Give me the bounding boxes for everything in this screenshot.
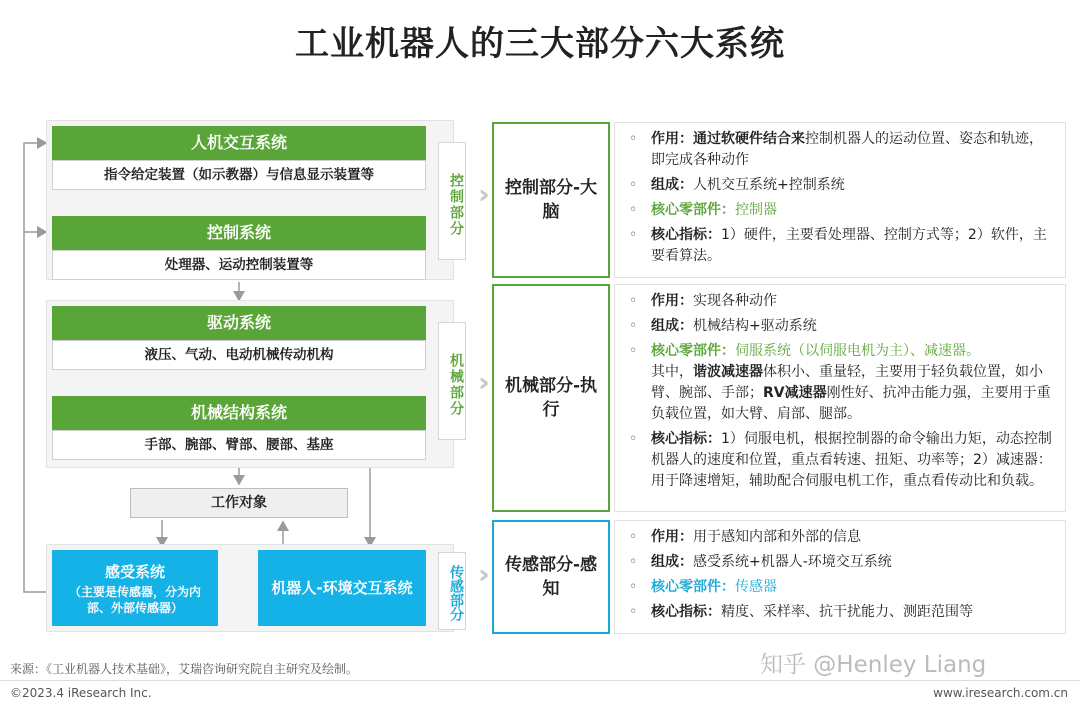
list-item: ◦ 作用：通过软硬件结合来控制机器人的运动位置、姿态和轨迹，即完成各种动作	[629, 129, 1055, 171]
mech-system-title: 机械结构系统	[52, 396, 426, 430]
hmi-system-desc: 指令给定装置（如示教器）与信息显示装置等	[52, 160, 426, 190]
list-item: ◦ 核心指标：1）伺服电机，根据控制器的命令输出力矩，动态控制机器人的速度和位置，重点看转速、扭矩、功率等；2）减速器：用于降速增矩，辅助配合伺服电机工作，重点看传动比和负载。	[629, 429, 1055, 492]
mechanical-part-title: 机械部分-执行	[504, 376, 598, 420]
sensing-part-description	[614, 520, 1066, 634]
sensing-part-label: 传感部分	[438, 552, 466, 630]
list-item: ◦ 核心零部件：伺服系统（以伺服电机为主）、减速器。 其中，谐波减速器体积小、重量轻，主要用于轻负载位置，如小臂、腕部、手部；RV减速器刚性好、抗冲击能力强，主要用于重负载位置，如大臂、肩部、腿部。	[629, 341, 1055, 425]
page-title: 工业机器人的三大部分六大系统	[295, 24, 785, 64]
list-item: ◦ 组成：人机交互系统+控制系统	[629, 175, 1055, 196]
list-item: ◦ 作用：用于感知内部和外部的信息	[629, 527, 1055, 548]
source-note: 来源：《工业机器人技术基础》，艾瑞咨询研究院自主研究及绘制。	[10, 662, 359, 676]
work-object-box: 工作对象	[130, 488, 348, 518]
list-item: ◦ 核心指标：精度、采样率、抗干扰能力、测距范围等	[629, 602, 1055, 623]
mechanical-part-label: 机械部分	[438, 322, 466, 440]
list-item: ◦ 核心零部件：控制器	[629, 200, 1055, 221]
list-item: ◦ 组成：感受系统+机器人-环境交互系统	[629, 552, 1055, 573]
mechanical-part-description	[614, 284, 1066, 512]
chevron-right-icon: ››	[478, 560, 480, 590]
interaction-system-title: 机器人-环境交互系统	[271, 579, 413, 597]
list-item: ◦ 组成：机械结构+驱动系统	[629, 316, 1055, 337]
mech-system-desc: 手部、腕部、臂部、腰部、基座	[52, 430, 426, 460]
drive-system-title: 驱动系统	[52, 306, 426, 340]
control-part-description	[614, 122, 1066, 278]
control-part-box	[492, 122, 610, 278]
interaction-system-box	[258, 550, 426, 626]
chevron-right-icon: ››	[478, 180, 480, 210]
list-item: ◦ 核心零部件：传感器	[629, 577, 1055, 598]
control-part-title: 控制部分-大脑	[504, 178, 598, 222]
sensing-part-box	[492, 520, 610, 634]
drive-system-desc: 液压、气动、电动机械传动机构	[52, 340, 426, 370]
footer-divider	[0, 680, 1080, 681]
sensing-part-title: 传感部分-感知	[504, 555, 598, 599]
mechanical-part-box	[492, 284, 610, 512]
copyright: ©2023.4 iResearch Inc.	[10, 686, 152, 700]
control-system-desc: 处理器、运动控制装置等	[52, 250, 426, 280]
control-part-label: 控制部分	[438, 142, 466, 260]
list-item: ◦ 核心指标：1）硬件，主要看处理器、控制方式等；2）软件，主要看算法。	[629, 225, 1055, 267]
sensing-system-box	[52, 550, 218, 626]
chevron-right-icon: ››	[478, 368, 480, 398]
sensing-system-title: 感受系统	[104, 562, 165, 581]
website-link[interactable]: www.iresearch.com.cn	[933, 686, 1068, 700]
watermark: 知乎 @Henley Liang	[760, 652, 987, 678]
hmi-system-title: 人机交互系统	[52, 126, 426, 160]
control-system-title: 控制系统	[52, 216, 426, 250]
list-item: ◦ 作用：实现各种动作	[629, 291, 1055, 312]
sensing-system-desc: （主要是传感器，分为内部、外部传感器）	[68, 584, 201, 615]
